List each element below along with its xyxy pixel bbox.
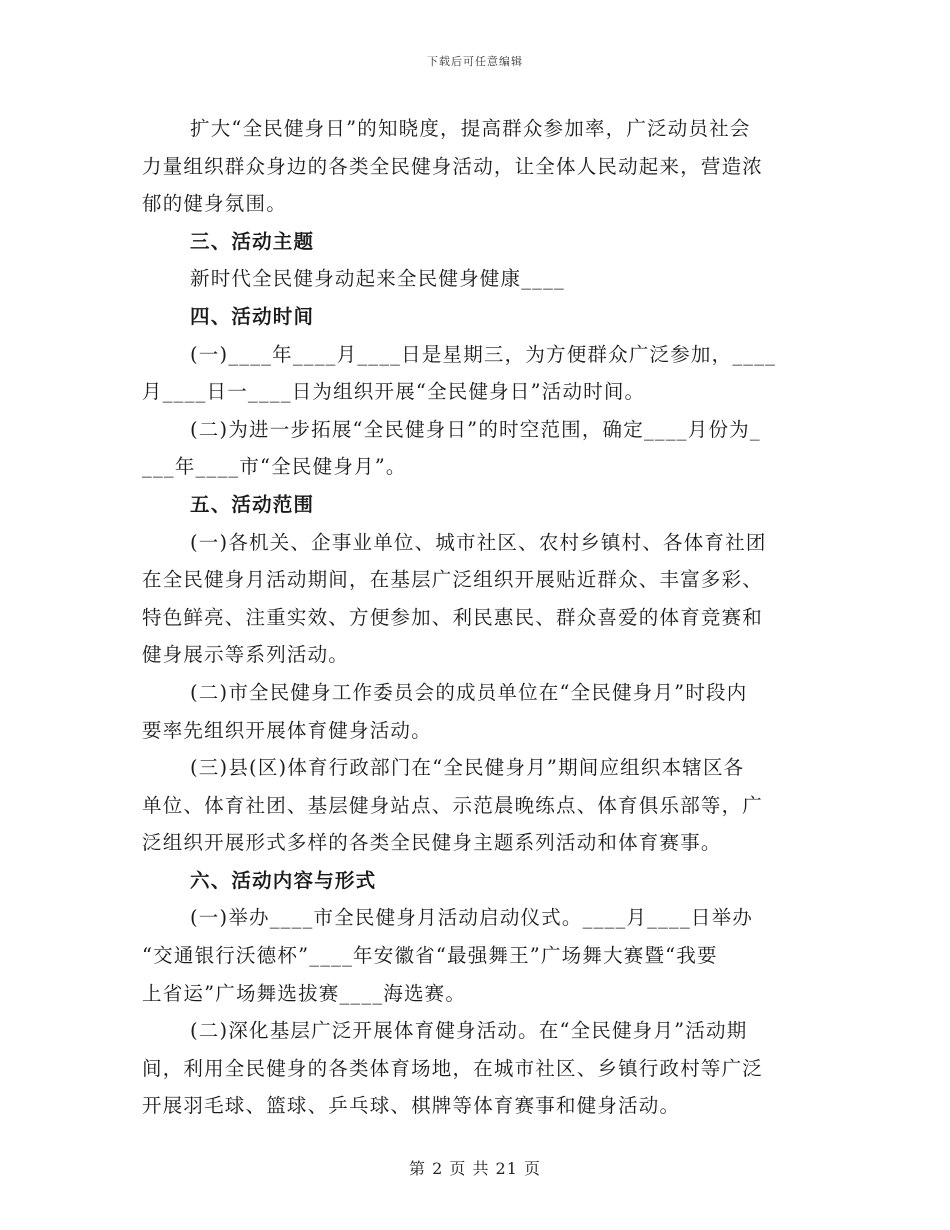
paragraph-line: “交通银行沃德杯”____年安徽省“最强舞王”广场舞大赛暨“我要 [142,944,718,968]
document-body [142,110,808,1125]
paragraph-line: 健身展示等系列活动。 [142,643,350,667]
paragraph-line: (一)各机关、企事业单位、城市社区、农村乡镇村、各体育社团 [190,530,767,554]
paragraph-line: 间，利用全民健身的各类体育场地，在城市社区、乡镇行政村等广泛 [142,1056,764,1080]
paragraph-line: 要率先组织开展体育健身活动。 [142,718,432,742]
paragraph-line: 泛组织开展形式多样的各类全民健身主题系列活动和体育赛事。 [142,831,722,855]
paragraph-line: (二)深化基层广泛开展体育健身活动。在“全民健身月”活动期 [190,1019,748,1043]
paragraph-line: 开展羽毛球、篮球、乒乓球、棋牌等体育赛事和健身活动。 [142,1094,681,1118]
paragraph-line: 月____日一____日为组织开展“全民健身日”活动时间。 [142,380,646,404]
page-header: 下载后可任意编辑 [427,55,523,68]
paragraph-line: (二)市全民健身工作委员会的成员单位在“全民健身月”时段内 [190,680,748,704]
paragraph-line: 特色鲜亮、注重实效、方便参加、利民惠民、群众喜爱的体育竞赛和 [142,605,764,629]
section-heading: 六、活动内容与形式 [190,868,377,892]
paragraph-line: (一)举办____市全民健身月活动启动仪式。____月____日举办 [190,906,754,930]
paragraph-line: (二)为进一步拓展“全民健身日”的时空范围，确定____月份为_ [190,417,761,441]
paragraph-line: 上省运”广场舞选拔赛____海选赛。 [142,981,467,1005]
paragraph-line: (三)县(区)体育行政部门在“全民健身月”期间应组织本辖区各 [190,756,745,780]
paragraph-line: 扩大“全民健身日”的知晓度，提高群众参加率，广泛动员社会 [190,117,751,140]
paragraph-line: 力量组织群众身边的各类全民健身活动，让全体人民动起来，营造浓 [142,154,764,178]
section-heading: 四、活动时间 [190,304,315,328]
paragraph-line: 在全民健身月活动期间，在基层广泛组织开展贴近群众、丰富多彩、 [142,568,764,592]
page-footer: 第 2 页 共 21 页 [409,1159,541,1178]
section-heading: 五、活动范围 [190,492,315,516]
section-heading: 三、活动主题 [190,229,315,253]
paragraph-line: 新时代全民健身动起来全民健身健康____ [190,267,566,291]
paragraph-line: (一)____年____月____日是星期三，为方便群众广泛参加，____ [190,342,777,366]
paragraph-line: 郁的健身氛围。 [142,192,287,216]
paragraph-line: ___年____市“全民健身月”。 [142,455,407,479]
paragraph-line: 单位、体育社团、基层健身站点、示范晨晚练点、体育俱乐部等，广 [142,793,764,817]
